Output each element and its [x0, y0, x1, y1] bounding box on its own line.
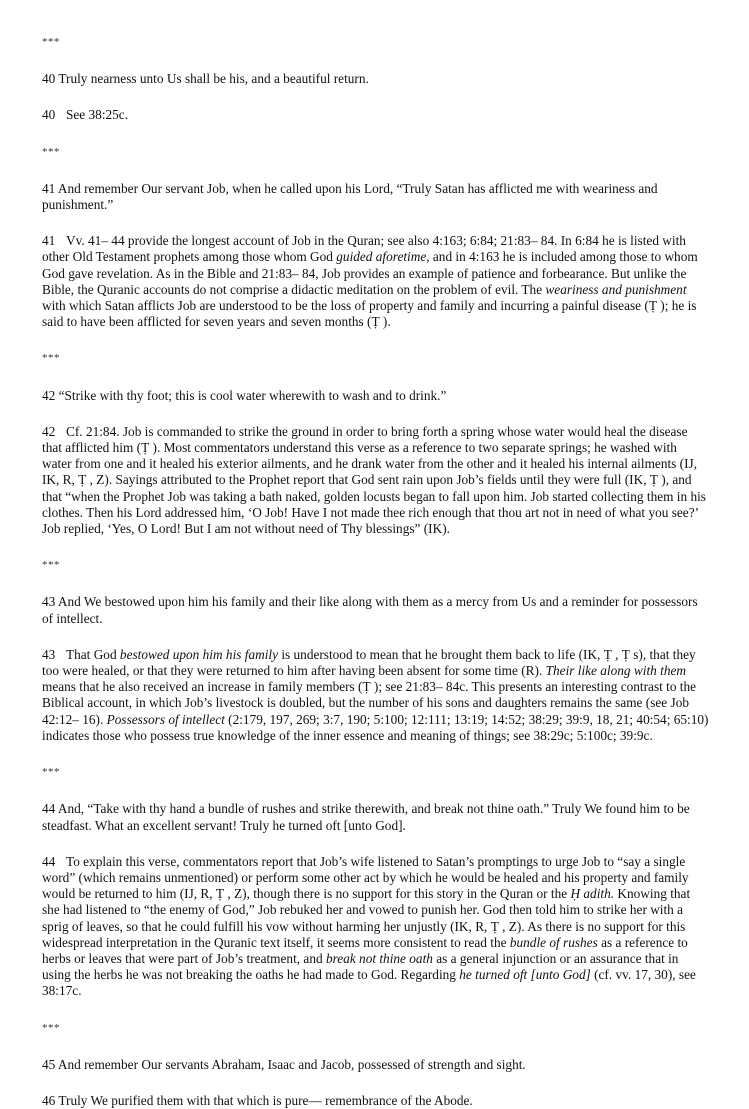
text-run: is understood to mean that he brought them back to life (IK, Ṭ , Ṭ s), that they too were healed, or that they were returned to him after having been absent for some time (R).: [42, 646, 696, 679]
section-separator: ***: [42, 766, 60, 779]
verse-number: 41: [42, 180, 56, 196]
text-run: with which Satan afflicts Job are understood to be the loss of property and family and incurring a painful disease (Ṭ ); he is said to have been afflicted for seven years and seven months (Ṭ ).: [42, 298, 697, 330]
verse-number: 42: [42, 387, 56, 403]
italic-phrase: weariness and punishment: [545, 281, 687, 297]
verse-number: 40: [42, 71, 56, 87]
verse-number: 45: [42, 1056, 56, 1072]
italic-phrase: Their like along with them: [545, 663, 686, 679]
text-run: means that he also received an increase in family members (Ṭ ); see 21:83– 84c. This presents an interesting contrast to the Biblical account, in which Job’s livestock is doubled, but the number of his sons and daughters remains the same (see Job 42:12– 16).: [42, 679, 697, 727]
verse-number: 43: [42, 594, 56, 610]
verse-text: [42, 181, 709, 213]
commentary-number: 43: [42, 646, 56, 662]
text-run: Knowing that she had listened to “the enemy of God,” Job rebuked her and vowed to punish her. God then told him to strike her with a sprig of leaves, so that he could fulfill his vow without harming her unjustly (IK, R, Ṭ , Z). As there is no support for this widespread interpretation in the Quranic text itself, it seems more consistent to read the: [42, 886, 691, 950]
verse-number: 46: [42, 1092, 56, 1108]
text-run: as a reference to herbs or leaves that were part of Job’s treatment, and: [42, 934, 688, 966]
verse-text: [42, 594, 709, 626]
text-run: Vv. 41– 44 provide the longest account of Job in the Quran; see also 4:163; 6:84; 21:83– 84. In 6:84 he is listed with other Old Testament prophets among those whom God: [42, 233, 686, 265]
section-separator: ***: [42, 1021, 60, 1034]
italic-phrase: Possessors of intellect: [106, 711, 225, 727]
verse-text: [42, 388, 709, 404]
text-run: And remember Our servant Job, when he called upon his Lord, “Truly Satan has afflicted me with weariness and punishment.”: [42, 180, 658, 213]
verse-text: [42, 1093, 709, 1109]
verse-text: [42, 801, 709, 833]
commentary-note: [42, 854, 709, 1000]
italic-phrase: bundle of rushes: [509, 934, 598, 950]
text-run: and in 4:163 he is included among those to whom God gave revelation. As in the Bible and 21:83– 84, Job provides an example of patience and forbearance. But unlike the Bible, the Quranic accounts do not comprise a didactic meditation on the problem of evil. The: [42, 249, 698, 297]
verse-text: [42, 1057, 709, 1073]
text-run: And remember Our servants Abraham, Isaac and Jacob, possessed of strength and sight.: [55, 1056, 526, 1072]
commentary-note: [42, 107, 709, 123]
verse-number: 44: [42, 801, 56, 817]
text-run: Truly We purified them with that which is pure— remembrance of the Abode.: [55, 1092, 473, 1108]
commentary-number: 42: [42, 423, 56, 439]
italic-phrase: Ḥ adith.: [570, 886, 615, 902]
commentary-number: 44: [42, 853, 56, 869]
commentary-note: [42, 233, 709, 330]
text-run: as a general injunction or an assurance that in using the herbs he was not breaking the oaths he had made to God. Regarding: [42, 950, 679, 983]
text-run: Cf. 21:84. Job is commanded to strike the ground in order to bring forth a spring whose water would heal the disease that afflicted him (Ṭ ). Most commentators understand this verse as a reference to two separate springs; he washed with water from one and it healed his exterior ailments, and he drank water from the other and it healed his internal ailments (IJ, IK, R, Ṭ , Z). Sayings attributed to the Prophet report that God sent rain upon Job’s fields until they were full (IK, Ṭ ), and that “when the Prophet Job was taking a bath naked, golden locusts began to fall upon him. Job started collecting them in his clothes. Then his Lord addressed him, ‘O Job! Have I not made thee rich enough that thou art not in need of what you see?’ Job replied, ‘Yes, O Lord! But I am not without need of Thy blessings” (IK).: [42, 423, 706, 537]
text-run: That God: [66, 646, 120, 662]
commentary-number: 40: [42, 107, 56, 123]
text-run: And We bestowed upon him his family and their like along with them as a mercy from Us and a reminder for possessors of intellect.: [42, 594, 698, 626]
commentary-note: [42, 647, 709, 744]
section-separator: ***: [42, 352, 60, 365]
text-run: (cf. vv. 17, 30), see 38:17c.: [42, 967, 696, 999]
section-separator: ***: [42, 559, 60, 572]
text-run: “Strike with thy foot; this is cool water wherewith to wash and to drink.”: [55, 387, 447, 403]
commentary-number: 41: [42, 233, 56, 249]
text-run: (2:179, 197, 269; 3:7, 190; 5:100; 12:111; 13:19; 14:52; 38:29; 39:9, 18, 21; 40:54; 65:10) indicates those who possess true knowledge of the inner essence and meaning of things; see 38:29c; 5:100c; 39:9c.: [42, 711, 709, 743]
italic-phrase: guided aforetime,: [336, 249, 430, 265]
text-run: See 38:25c.: [66, 107, 129, 123]
italic-phrase: bestowed upon him his family: [119, 646, 278, 662]
section-separator: ***: [42, 36, 60, 48]
text-run: And, “Take with thy hand a bundle of rushes and strike therewith, and break not thine oath.” Truly We found him to be steadfast. What an excellent servant! Truly he turned oft [unto God].: [42, 801, 690, 833]
verse-text: [42, 71, 709, 87]
text-run: Truly nearness unto Us shall be his, and a beautiful return.: [55, 71, 369, 87]
section-separator: ***: [42, 145, 60, 158]
text-run: To explain this verse, commentators report that Job’s wife listened to Satan’s promptings to urge Job to “say a single word” (which remains unmentioned) or perform some other act by which he would be healed and his property and family would be returned to him (IJ, R, Ṭ , Z), though there is no support for this story in the Quran or the: [42, 853, 689, 902]
italic-phrase: he turned oft [unto God]: [459, 967, 591, 983]
commentary-note: [42, 424, 709, 537]
italic-phrase: break not thine oath: [325, 950, 433, 966]
